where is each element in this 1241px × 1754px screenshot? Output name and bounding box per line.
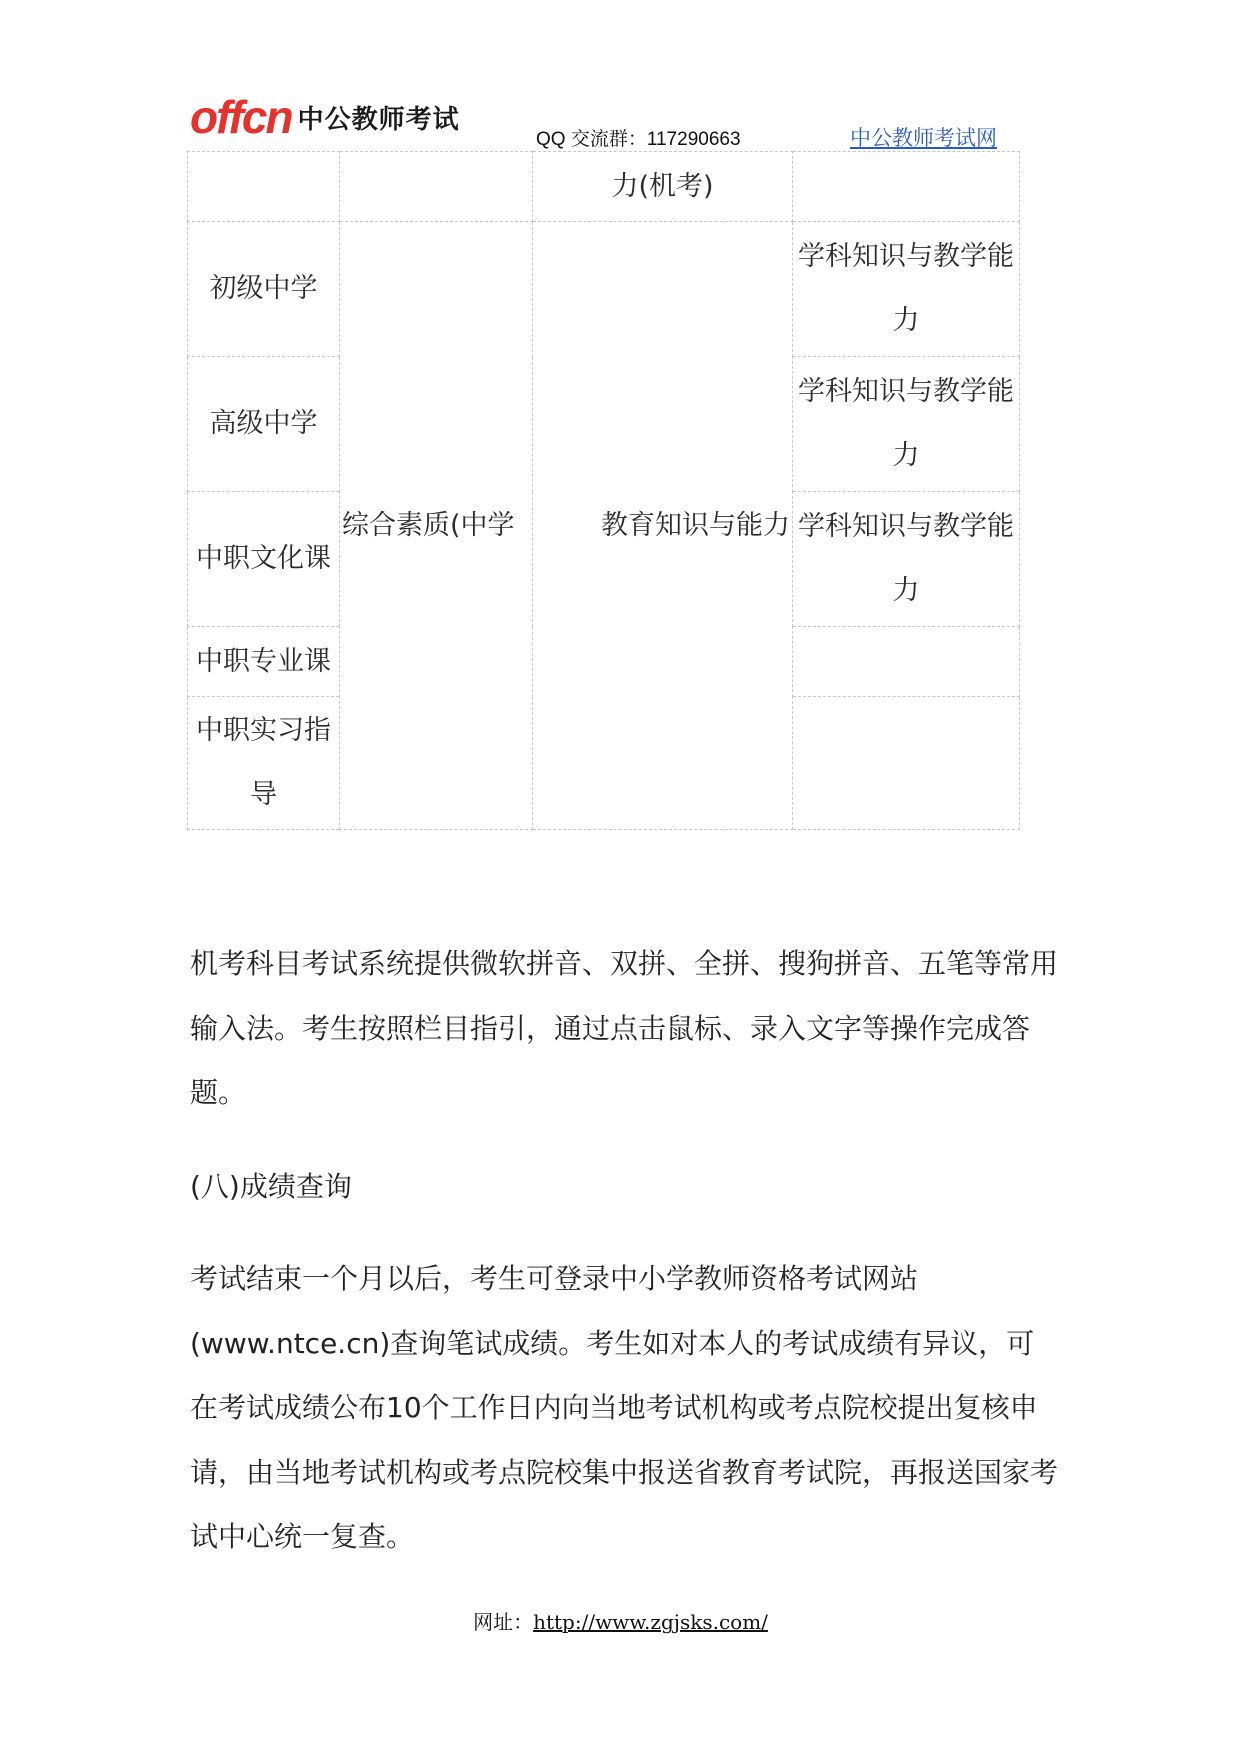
table-cell — [793, 627, 1020, 697]
exam-subject-table — [187, 151, 1020, 830]
table-cell — [793, 697, 1020, 830]
logo-text: 中公教师考试 — [297, 104, 460, 135]
merged-general-quality: 综合素质(中学 — [340, 222, 533, 830]
table-row — [188, 222, 1020, 357]
table-cell — [793, 152, 1020, 222]
table-row — [188, 152, 1020, 222]
subject-knowledge-junior: 学科知识与教学能力 — [793, 222, 1020, 357]
footer — [0, 1606, 1241, 1635]
row-label-vocational-culture: 中职文化课 — [188, 492, 340, 627]
row-label-vocational-internship: 中职实习指导 — [188, 697, 340, 830]
subject-knowledge-vocational-culture: 学科知识与教学能力 — [793, 492, 1020, 627]
paragraph-score-query: 考试结束一个月以后，考生可登录中小学教师资格考试网站(www.ntce.cn)查询笔试成绩。考生如对本人的考试成绩有异议，可在考试成绩公布10个工作日内向当地考试机构或考点院校提出复核申请，由当地考试机构或考点院校集中报送省教育考试院，再报送国家考试中心统一复查。 — [190, 1262, 1059, 1553]
section-heading: (八)成绩查询 — [190, 1170, 352, 1203]
footer-url-link[interactable]: http://www.zgjsks.com/ — [533, 1610, 768, 1634]
footer-label: 网址： — [473, 1610, 534, 1634]
row-label-vocational-major: 中职专业课 — [188, 627, 340, 697]
merged-education-knowledge: 教育知识与能力 — [533, 222, 793, 830]
offcn-logo — [190, 92, 460, 142]
subject-knowledge-senior: 学科知识与教学能力 — [793, 357, 1020, 492]
row-label-junior: 初级中学 — [188, 222, 340, 357]
table-cell — [340, 152, 533, 222]
logo-mark: offcn — [190, 91, 292, 143]
paragraph-input-methods: 机考科目考试系统提供微软拼音、双拼、全拼、搜狗拼音、五笔等常用输入法。考生按照栏目指引，通过点击鼠标、录入文字等操作完成答题。 — [190, 947, 1059, 1109]
table-cell — [188, 152, 340, 222]
table-cell: 力(机考) — [533, 152, 793, 222]
qq-group-text: QQ 交流群：117290663 — [536, 129, 741, 150]
site-link[interactable]: 中公教师考试网 — [850, 126, 997, 150]
row-label-senior: 高级中学 — [188, 357, 340, 492]
